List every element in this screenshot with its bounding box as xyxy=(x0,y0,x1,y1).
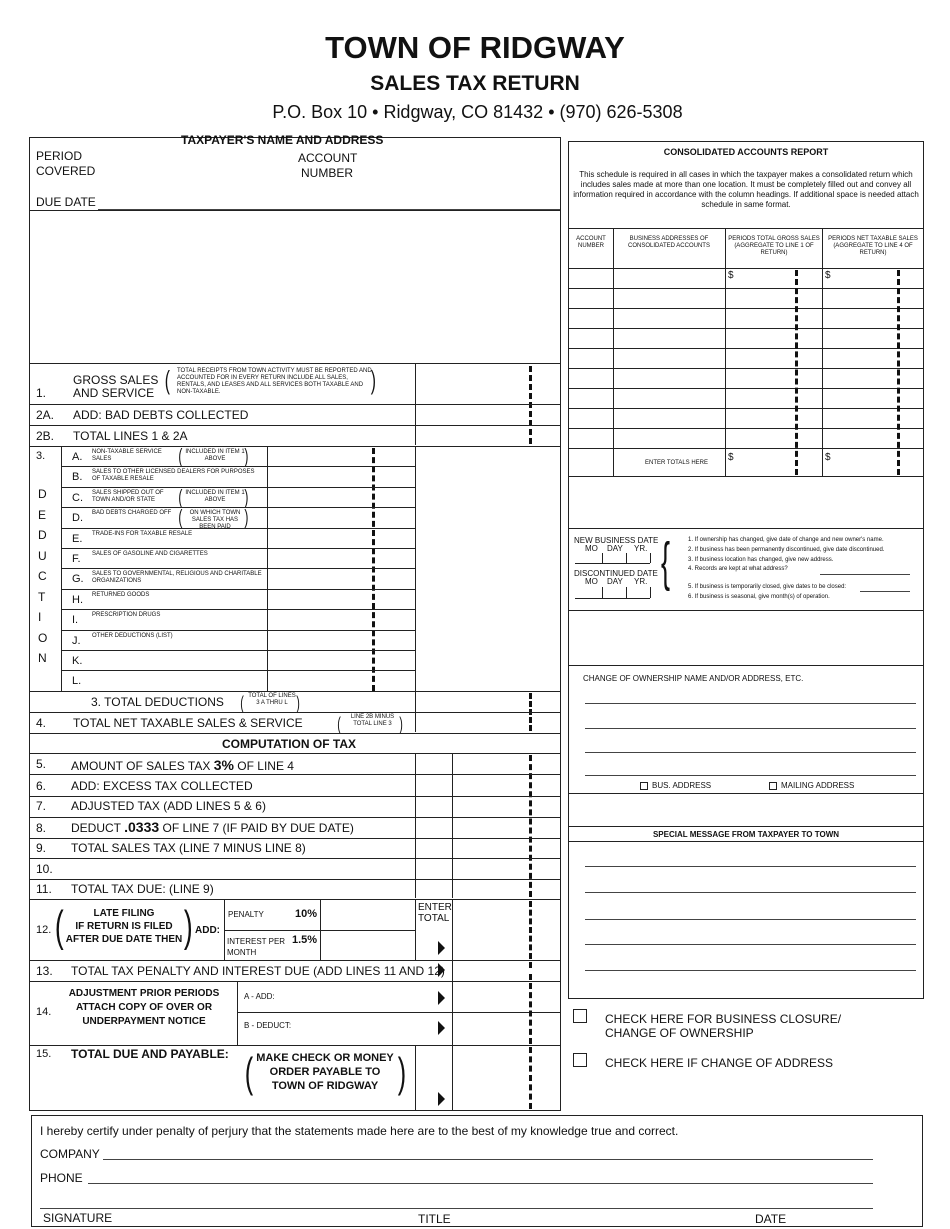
special-message-line-1[interactable] xyxy=(585,866,916,867)
disc-mo: MO xyxy=(585,577,598,586)
deduction-text: RETURNED GOODS xyxy=(92,591,150,598)
special-message-line-3[interactable] xyxy=(585,919,916,920)
line-10-number: 10. xyxy=(36,862,53,876)
line-7-amount[interactable] xyxy=(454,797,558,816)
line-1-note: TOTAL RECEIPTS FROM TOWN ACTIVITY MUST BE REPORTED AND ACCOUNTED FOR IN EVERY RETURN INCLUDE ALL SALES, RENTALS, AND LEASES AND ALL SERVICES BOTH TAXABLE AND NON-TAXABLE. xyxy=(177,368,372,395)
new-day: DAY xyxy=(607,544,623,553)
ownership-title: CHANGE OF OWNERSHIP NAME AND/OR ADDRESS, ETC. xyxy=(583,674,804,683)
penalty-rate: 10% xyxy=(295,908,318,920)
line-5-amount[interactable] xyxy=(454,754,558,773)
deduction-letter-label: H. xyxy=(72,593,83,606)
total-deductions-label: 3. TOTAL DEDUCTIONS xyxy=(91,695,224,709)
line-14b-amount[interactable] xyxy=(454,1013,558,1044)
line-14a-amount[interactable] xyxy=(454,982,558,1011)
deduction-amount[interactable] xyxy=(269,590,413,608)
deduction-letter-label: J. xyxy=(72,634,81,647)
late-filing-line-c: AFTER DUE DATE THEN xyxy=(65,934,183,945)
phone-field[interactable] xyxy=(88,1183,873,1184)
adjustment-line-b: ATTACH COPY OF OVER OR xyxy=(75,1002,213,1013)
new-yr: YR. xyxy=(634,544,648,553)
line-1-amount[interactable] xyxy=(417,365,557,403)
total-deductions-amount[interactable] xyxy=(417,692,557,711)
col-business-addresses: BUSINESS ADDRESSES OF CONSOLIDATED ACCOUNTS xyxy=(628,236,710,249)
company-field[interactable] xyxy=(103,1159,873,1160)
line-7-number: 7. xyxy=(36,799,47,813)
consolidated-account-row[interactable] xyxy=(569,309,923,328)
town-address: P.O. Box 10 • Ridgway, CO 81432 • (970) 626-5308 xyxy=(272,102,683,122)
deduction-text: SALES TO GOVERNMENTAL, RELIGIOUS AND CHARITABLE ORGANIZATIONS xyxy=(92,571,262,585)
enter-totals-label: ENTER TOTALS HERE xyxy=(645,460,709,466)
deduction-amount[interactable] xyxy=(269,447,413,465)
line-15-amount[interactable] xyxy=(454,1046,558,1110)
certification-statement: I hereby certify under penalty of perjury that the statements made here are to the best of my knowledge true and correct. xyxy=(40,1124,679,1138)
deduction-amount[interactable] xyxy=(269,671,413,689)
line-12-add: ADD: xyxy=(195,925,220,936)
line-11-number: 11. xyxy=(36,882,52,896)
interest-label-b: MONTH xyxy=(227,948,257,957)
change-of-address-checkbox[interactable] xyxy=(573,1053,587,1067)
line-3-number: 3. xyxy=(36,450,46,462)
line-5-text-a: AMOUNT OF SALES TAX xyxy=(71,759,211,773)
line-13-amount[interactable] xyxy=(454,961,558,980)
line-14-deduct-field[interactable] xyxy=(300,1014,430,1043)
line-12-amount[interactable] xyxy=(454,900,558,959)
line-14-deduct-label: B - DEDUCT: xyxy=(244,1021,292,1030)
form-title: TOWN OF RIDGWAY xyxy=(325,30,625,65)
line-4-note: LINE 2B MINUS TOTAL LINE 3 xyxy=(350,714,395,727)
line-14-add-field[interactable] xyxy=(290,983,430,1010)
deduction-letter-label: K. xyxy=(72,655,83,667)
line-9-number: 9. xyxy=(36,841,47,855)
deduction-letter: N xyxy=(38,651,47,665)
mailing-address-label: MAILING ADDRESS xyxy=(781,781,855,790)
line-5-number: 5. xyxy=(36,757,47,771)
line-5-rate: 3% xyxy=(213,757,234,773)
deduction-amount[interactable] xyxy=(269,651,413,669)
interest-amount[interactable] xyxy=(322,931,414,959)
business-note-field[interactable] xyxy=(860,591,910,592)
deduction-letter: I xyxy=(38,610,42,624)
line-13-label: TOTAL TAX PENALTY AND INTEREST DUE (ADD LINES 11 AND 12) xyxy=(71,964,445,978)
number-label: NUMBER xyxy=(301,166,354,180)
line-8-text-b: OF LINE 7 (IF PAID BY DUE DATE) xyxy=(162,821,354,835)
deduction-note: INCLUDED IN ITEM 1 ABOVE xyxy=(185,449,245,462)
ownership-line-3[interactable] xyxy=(585,752,916,753)
ownership-line-4[interactable] xyxy=(585,775,916,776)
line-8-label xyxy=(71,819,354,835)
period-label: PERIOD xyxy=(36,149,83,163)
deduction-text: BAD DEBTS CHARGED OFF xyxy=(92,510,172,517)
line-14a-arrow-icon xyxy=(438,991,445,1005)
line-13-arrow-icon xyxy=(438,963,445,977)
change-of-address-label: CHECK HERE IF CHANGE OF ADDRESS xyxy=(605,1056,834,1070)
line-6-label: ADD: EXCESS TAX COLLECTED xyxy=(71,779,253,793)
title-label: TITLE xyxy=(418,1212,451,1226)
line-4-number: 4. xyxy=(36,716,47,730)
line-2b-label: TOTAL LINES 1 & 2A xyxy=(73,429,188,443)
deduction-letter-label: D. xyxy=(72,512,83,525)
company-label: COMPANY xyxy=(40,1147,100,1161)
deduction-amount[interactable] xyxy=(269,610,413,628)
due-date-label: DUE DATE xyxy=(36,195,96,209)
line-2a-label: ADD: BAD DEBTS COLLECTED xyxy=(73,408,249,422)
consolidated-account-row[interactable] xyxy=(569,269,923,288)
line-14-adjustment xyxy=(58,988,230,1027)
line-9-amount[interactable] xyxy=(454,839,558,858)
deduction-text: OTHER DEDUCTIONS (LIST) xyxy=(92,632,173,639)
taxpayer-name-address-field[interactable] xyxy=(29,210,561,363)
bus-address-label: BUS. ADDRESS xyxy=(652,781,712,790)
deduction-amount[interactable] xyxy=(269,569,413,587)
business-note-field[interactable] xyxy=(820,574,910,575)
deduction-letter: U xyxy=(38,548,47,563)
ownership-line-1[interactable] xyxy=(585,703,916,704)
business-note: 6. If business is seasonal, give month(s) of operation. xyxy=(688,594,830,600)
special-message-line-2[interactable] xyxy=(585,892,916,893)
deduction-letter-label: L. xyxy=(72,675,82,688)
deduction-amount[interactable] xyxy=(269,508,413,526)
line-1-number: 1. xyxy=(36,386,47,400)
line-11-label: TOTAL TAX DUE: (LINE 9) xyxy=(71,882,214,896)
deduction-letter: D xyxy=(38,487,47,501)
penalty-amount[interactable] xyxy=(322,900,414,929)
consolidated-account-row[interactable] xyxy=(569,429,923,448)
line-1-label-a: GROSS SALES xyxy=(73,373,159,387)
deduction-note: ON WHICH TOWN SALES TAX HAS BEEN PAID xyxy=(189,510,241,531)
payable-line-a: MAKE CHECK OR MONEY xyxy=(256,1052,394,1064)
bus-address-checkbox[interactable] xyxy=(640,782,648,790)
business-note: 1. If ownership has changed, give date of change and new owner's name. xyxy=(688,537,884,543)
consolidated-account-row[interactable] xyxy=(569,369,923,388)
deduction-text: PRESCRIPTION DRUGS xyxy=(92,612,161,619)
business-closure-checkbox[interactable] xyxy=(573,1009,587,1023)
net-taxable-dollar: $ xyxy=(825,270,831,281)
discontinued-date-field[interactable] xyxy=(575,587,650,598)
business-closure-label-a: CHECK HERE FOR BUSINESS CLOSURE/ xyxy=(605,1012,842,1026)
line-12-number: 12. xyxy=(36,924,52,936)
adjustment-line-a: ADJUSTMENT PRIOR PERIODS xyxy=(68,988,220,999)
enter-total-b: TOTAL xyxy=(418,913,450,924)
consolidated-account-row[interactable] xyxy=(569,409,923,428)
total-gross-dollar: $ xyxy=(728,452,734,463)
line-12-late-filing xyxy=(60,908,188,945)
business-note: 5. If business is temporarily closed, give dates to be closed: xyxy=(688,584,847,590)
line-8-text-a: DEDUCT xyxy=(71,821,121,835)
new-business-date-label: NEW BUSINESS DATE xyxy=(574,536,659,545)
deduction-letter-label: A. xyxy=(72,451,83,463)
discontinued-date-label: DISCONTINUED DATE xyxy=(574,569,658,578)
deduction-letter-label: I. xyxy=(72,614,79,627)
line-15-payable xyxy=(250,1052,400,1092)
gross-sales-dollar: $ xyxy=(728,270,734,281)
date-label: DATE xyxy=(755,1212,787,1226)
deduction-letter-label: E. xyxy=(72,532,83,545)
adjustment-line-c: UNDERPAYMENT NOTICE xyxy=(82,1016,206,1027)
line-5-label xyxy=(71,757,294,773)
line-9-label: TOTAL SALES TAX (LINE 7 MINUS LINE 8) xyxy=(71,841,306,855)
deduction-amount[interactable] xyxy=(269,467,413,485)
deduction-amount[interactable] xyxy=(269,488,413,506)
deduction-letter: C xyxy=(38,569,47,583)
payable-line-c: TOWN OF RIDGWAY xyxy=(271,1080,379,1092)
deduction-letter-label: F. xyxy=(72,553,81,565)
bus-address-option[interactable] xyxy=(640,781,711,790)
deduction-text: SALES OF GASOLINE AND CIGARETTES xyxy=(92,551,208,557)
line-14-add-label: A - ADD: xyxy=(244,992,275,1001)
consolidated-account-row[interactable] xyxy=(569,389,923,408)
deduction-amount[interactable] xyxy=(269,549,413,567)
interest-label-a: INTEREST PER xyxy=(227,937,286,946)
ownership-line-2[interactable] xyxy=(585,728,916,729)
line-12-arrow-icon xyxy=(438,941,445,955)
line-11-amount[interactable] xyxy=(454,880,558,899)
line-15-arrow-icon xyxy=(438,1092,445,1106)
interest-rate: 1.5% xyxy=(292,934,318,946)
line-7-label: ADJUSTED TAX (ADD LINES 5 & 6) xyxy=(71,799,266,813)
enter-total-a: ENTER xyxy=(418,902,452,913)
line-2b-number: 2B. xyxy=(36,429,55,443)
deduction-text: NON-TAXABLE SERVICE SALES xyxy=(92,449,162,462)
signature-field[interactable] xyxy=(40,1208,873,1209)
deduction-letter-label: C. xyxy=(72,491,83,504)
deduction-amount[interactable] xyxy=(269,529,413,547)
deduction-letter: D xyxy=(38,528,47,542)
deduction-text: SALES TO OTHER LICENSED DEALERS FOR PURPOSES OF TAXABLE RESALE xyxy=(92,469,255,483)
line-15-label: TOTAL DUE AND PAYABLE: xyxy=(71,1047,229,1061)
new-business-date-field[interactable] xyxy=(575,553,650,563)
col-net-taxable: PERIODS NET TAXABLE SALES (AGGREGATE TO LINE 4 OF RETURN) xyxy=(828,236,918,256)
payable-line-b: ORDER PAYABLE TO xyxy=(269,1066,381,1078)
new-mo: MO xyxy=(585,544,598,553)
col-account-number: ACCOUNT NUMBER xyxy=(576,236,606,249)
line-14-number: 14. xyxy=(36,1006,52,1018)
line-6-number: 6. xyxy=(36,779,47,793)
business-note: 2. If business has been permanently discontinued, give date discontinued. xyxy=(688,547,885,553)
special-message-line-5[interactable] xyxy=(585,970,916,971)
special-message-title: SPECIAL MESSAGE FROM TAXPAYER TO TOWN xyxy=(652,830,840,839)
line-2a-amount[interactable] xyxy=(417,405,557,424)
line-10-field[interactable] xyxy=(71,859,411,878)
business-closure-label-b: CHANGE OF OWNERSHIP xyxy=(605,1026,754,1040)
late-filing-line-a: LATE FILING xyxy=(93,908,155,919)
deduction-text: TRADE-INS FOR TAXABLE RESALE xyxy=(92,530,193,537)
line-4-label: TOTAL NET TAXABLE SALES & SERVICE xyxy=(73,716,303,730)
line-1-label-b: AND SERVICE xyxy=(73,386,155,400)
consolidated-description: This schedule is required in all cases in which the taxpayer makes a consolidated return which includes sales made at more than one location. It must be completely filled out and convey all information required in accordance with the column headings. If additional space is needed attach schedule in same format. xyxy=(573,170,919,209)
form-subtitle: SALES TAX RETURN xyxy=(370,72,580,95)
line-6-amount[interactable] xyxy=(454,775,558,794)
line-4-amount[interactable] xyxy=(417,713,557,732)
col-gross-sales: PERIODS TOTAL GROSS SALES (AGGREGATE TO LINE 1 OF RETURN) xyxy=(728,236,820,256)
line-8-number: 8. xyxy=(36,821,47,835)
line-2b-amount[interactable] xyxy=(417,426,557,445)
computation-title: COMPUTATION OF TAX xyxy=(222,737,356,751)
line-5-text-b: OF LINE 4 xyxy=(237,759,294,773)
account-label: ACCOUNT xyxy=(298,151,358,165)
mailing-address-option[interactable] xyxy=(769,781,854,790)
business-info-field[interactable] xyxy=(570,612,922,664)
business-note: 4. Records are kept at what address? xyxy=(688,566,788,572)
total-net-taxable-field[interactable] xyxy=(832,451,921,473)
consolidated-account-row[interactable] xyxy=(569,289,923,308)
penalty-label: PENALTY xyxy=(228,910,264,919)
line-13-number: 13. xyxy=(36,964,53,978)
consolidated-account-row[interactable] xyxy=(569,329,923,348)
deduction-amount[interactable] xyxy=(269,631,413,649)
deduction-letter-label: B. xyxy=(72,471,83,484)
deduction-text: SALES SHIPPED OUT OF TOWN AND/OR STATE xyxy=(92,489,164,503)
total-deductions-note: TOTAL OF LINES 3 A THRU L xyxy=(248,693,296,706)
disc-yr: YR. xyxy=(634,577,648,586)
signature-label: SIGNATURE xyxy=(43,1211,113,1225)
line-14b-arrow-icon xyxy=(438,1021,445,1035)
taxpayer-section-title: TAXPAYER'S NAME AND ADDRESS xyxy=(181,133,384,147)
line-2a-number: 2A. xyxy=(36,408,55,422)
total-gross-sales-field[interactable] xyxy=(735,451,820,473)
mailing-address-checkbox[interactable] xyxy=(769,782,777,790)
late-filing-line-b: IF RETURN IS FILED xyxy=(75,921,173,932)
consolidated-account-row[interactable] xyxy=(569,349,923,368)
line-8-rate: .0333 xyxy=(124,819,160,835)
consolidated-title: CONSOLIDATED ACCOUNTS REPORT xyxy=(663,147,829,157)
line-15-number: 15. xyxy=(36,1048,52,1060)
deduction-letter-label: G. xyxy=(72,573,84,586)
deduction-letter: T xyxy=(38,589,46,604)
total-net-dollar: $ xyxy=(825,452,831,463)
deduction-note: INCLUDED IN ITEM 1 ABOVE xyxy=(185,489,245,503)
covered-label: COVERED xyxy=(36,164,96,178)
business-note: 3. If business location has changed, give new address. xyxy=(688,557,834,563)
disc-day: DAY xyxy=(607,577,623,586)
deduction-letter: E xyxy=(38,507,47,522)
special-message-line-4[interactable] xyxy=(585,944,916,945)
line-8-amount[interactable] xyxy=(454,818,558,837)
deduction-letter: O xyxy=(38,630,48,645)
phone-label: PHONE xyxy=(40,1171,83,1185)
